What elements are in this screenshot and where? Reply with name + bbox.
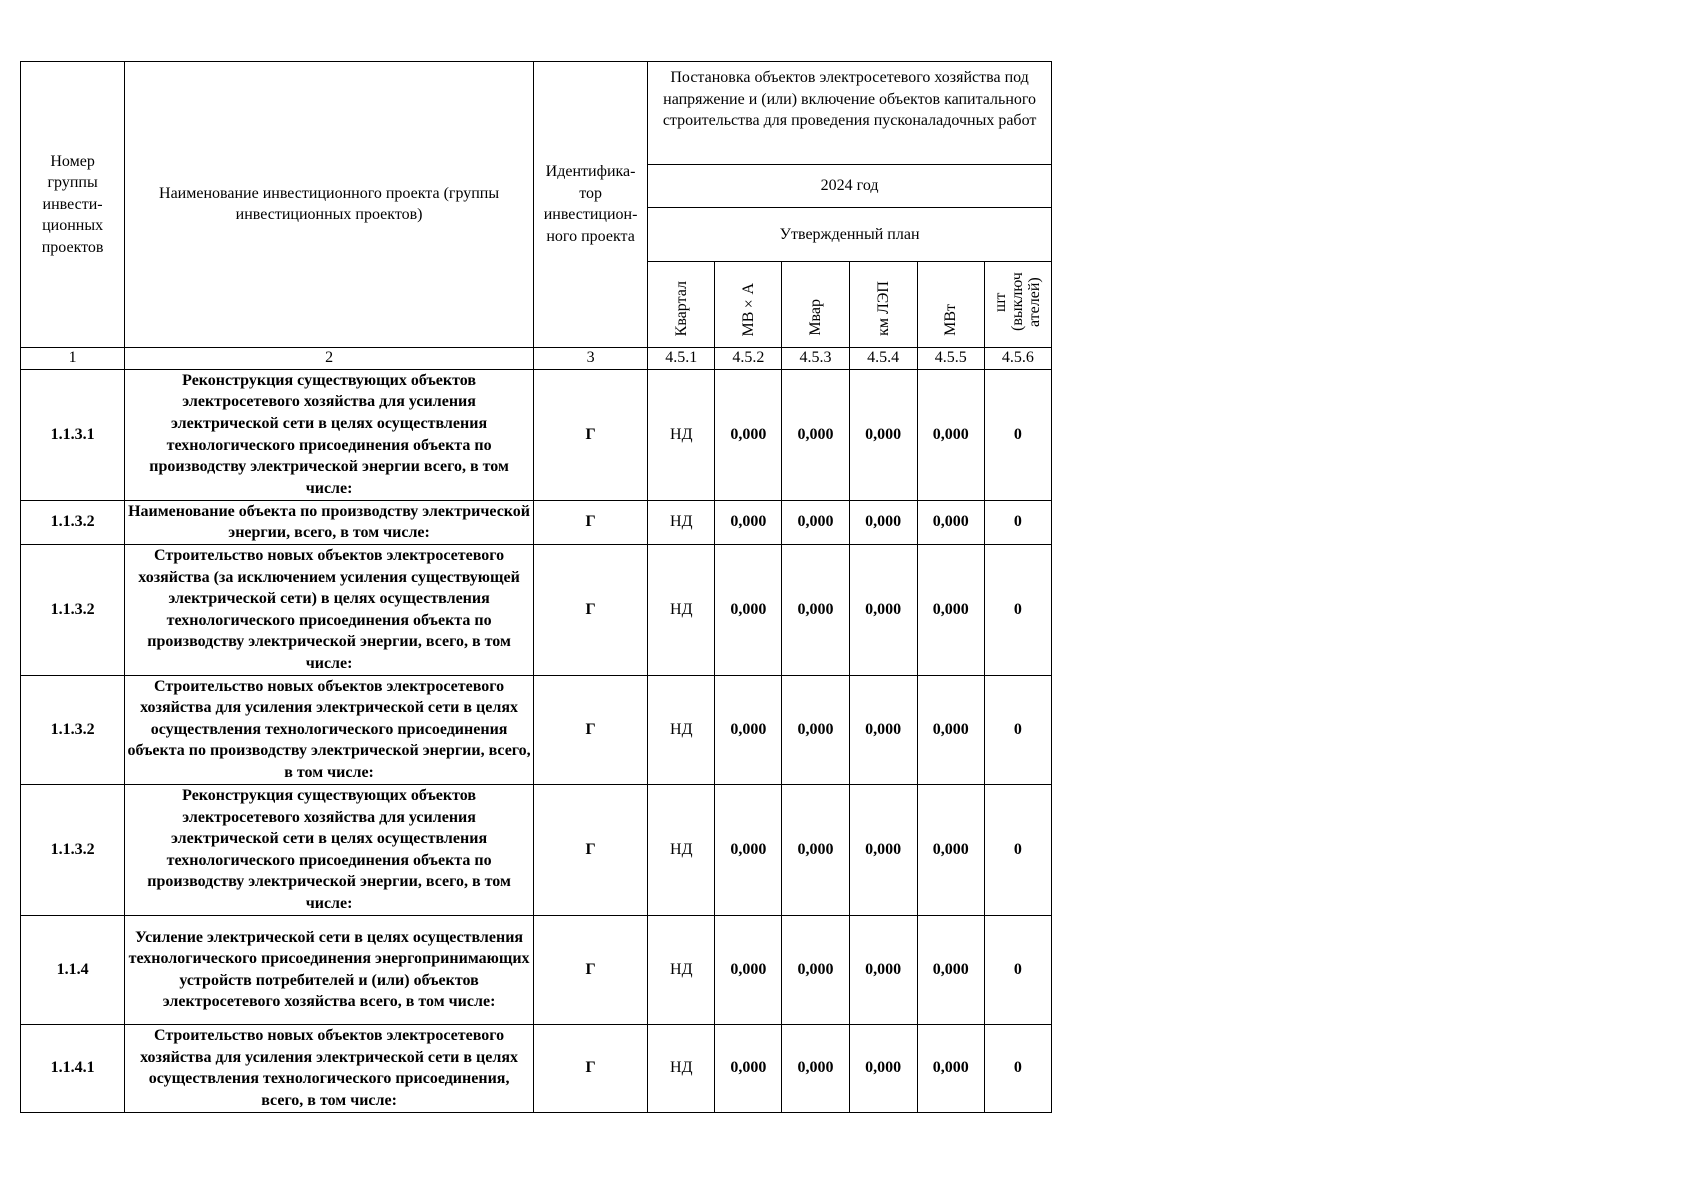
header-unit-quarter (648, 262, 715, 348)
row-km: 0,000 (849, 675, 917, 784)
row-code: 1.1.4 (21, 915, 125, 1024)
header-unit-mw (917, 262, 984, 348)
row-code: 1.1.3.2 (21, 675, 125, 784)
row-project-name: Строительство новых объектов электросетевого хозяйства для усиления электрической сети в целях осуществления технологического присоединения объекта по производству электрической энергии, всего, в том числе: (125, 675, 534, 784)
table-row (21, 1024, 1052, 1112)
row-code: 1.1.3.2 (21, 544, 125, 675)
row-pcs: 0 (984, 784, 1051, 915)
column-number: 3 (533, 347, 647, 369)
row-identifier: Г (533, 675, 647, 784)
header-unit-pcs (984, 262, 1051, 348)
table-row (21, 369, 1052, 500)
header-unit-km-label: км ЛЭП (874, 281, 892, 336)
row-quarter: НД (648, 544, 715, 675)
header-section-title: Постановка объектов электросетевого хозяйства под напряжение и (или) включение объектов капитального строительства для проведения пусконаладочных работ (648, 62, 1052, 165)
row-km: 0,000 (849, 369, 917, 500)
row-km: 0,000 (849, 500, 917, 544)
row-mw: 0,000 (917, 784, 984, 915)
header-year: 2024 год (648, 165, 1052, 208)
row-km: 0,000 (849, 784, 917, 915)
column-number: 4.5.1 (648, 347, 715, 369)
row-mva: 0,000 (715, 1024, 782, 1112)
table-row (21, 915, 1052, 1024)
header-unit-mvar-label: Мвар (807, 299, 824, 336)
row-mw: 0,000 (917, 369, 984, 500)
header-unit-mva (715, 262, 782, 348)
row-identifier: Г (533, 369, 647, 500)
row-km: 0,000 (849, 915, 917, 1024)
header-plan: Утвержденный план (648, 208, 1052, 262)
row-code: 1.1.3.2 (21, 500, 125, 544)
row-pcs: 0 (984, 675, 1051, 784)
row-identifier: Г (533, 915, 647, 1024)
row-code: 1.1.4.1 (21, 1024, 125, 1112)
row-project-name: Строительство новых объектов электросетевого хозяйства для усиления электрической сети в целях осуществления технологического присоединения, всего, в том числе: (125, 1024, 534, 1112)
row-pcs: 0 (984, 915, 1051, 1024)
column-number: 4.5.4 (849, 347, 917, 369)
row-pcs: 0 (984, 500, 1051, 544)
row-quarter: НД (648, 1024, 715, 1112)
header-project-name: Наименование инвестиционного проекта (группы инвестиционных проектов) (125, 62, 534, 348)
table-row (21, 500, 1052, 544)
row-mw: 0,000 (917, 675, 984, 784)
column-number-row (21, 347, 1052, 369)
investment-projects-table (20, 61, 1052, 1113)
row-quarter: НД (648, 784, 715, 915)
row-quarter: НД (648, 500, 715, 544)
row-identifier: Г (533, 784, 647, 915)
row-mvar: 0,000 (782, 784, 849, 915)
row-code: 1.1.3.1 (21, 369, 125, 500)
row-mw: 0,000 (917, 1024, 984, 1112)
row-quarter: НД (648, 675, 715, 784)
header-unit-pcs-label: шт (выключ ателей) (992, 272, 1044, 332)
header-group-number: Номер группы инвести-ционных проектов (21, 62, 125, 348)
column-number: 4.5.3 (782, 347, 849, 369)
header-unit-mva-label: МВ×А (739, 282, 757, 336)
row-mw: 0,000 (917, 544, 984, 675)
row-pcs: 0 (984, 369, 1051, 500)
column-number: 1 (21, 347, 125, 369)
row-quarter: НД (648, 915, 715, 1024)
row-project-name: Реконструкция существующих объектов электросетевого хозяйства для усиления электрической сети в целях осуществления технологического присоединения объекта по производству электрической энергии, всего, в том числе: (125, 784, 534, 915)
row-mva: 0,000 (715, 500, 782, 544)
row-mva: 0,000 (715, 675, 782, 784)
row-mvar: 0,000 (782, 915, 849, 1024)
row-mvar: 0,000 (782, 500, 849, 544)
row-mvar: 0,000 (782, 369, 849, 500)
header-unit-mvar (782, 262, 849, 348)
column-number: 4.5.2 (715, 347, 782, 369)
row-mva: 0,000 (715, 784, 782, 915)
row-mvar: 0,000 (782, 544, 849, 675)
row-pcs: 0 (984, 544, 1051, 675)
row-mvar: 0,000 (782, 1024, 849, 1112)
row-project-name: Реконструкция существующих объектов электросетевого хозяйства для усиления электрической сети в целях осуществления технологического присоединения объекта по производству электрической энергии всего, в том числе: (125, 369, 534, 500)
header-identifier: Идентифика-тор инвестицион-ного проекта (533, 62, 647, 348)
column-number: 4.5.6 (984, 347, 1051, 369)
row-km: 0,000 (849, 544, 917, 675)
row-project-name: Строительство новых объектов электросетевого хозяйства (за исключением усиления существующей электрической сети) в целях осуществления технологического присоединения объекта по производству электрической энергии, всего, в том числе: (125, 544, 534, 675)
column-number: 4.5.5 (917, 347, 984, 369)
row-km: 0,000 (849, 1024, 917, 1112)
row-mvar: 0,000 (782, 675, 849, 784)
row-project-name: Наименование объекта по производству электрической энергии, всего, в том числе: (125, 500, 534, 544)
table-row (21, 784, 1052, 915)
row-mva: 0,000 (715, 915, 782, 1024)
row-mva: 0,000 (715, 369, 782, 500)
column-number: 2 (125, 347, 534, 369)
row-mw: 0,000 (917, 915, 984, 1024)
table-row (21, 675, 1052, 784)
row-code: 1.1.3.2 (21, 784, 125, 915)
row-quarter: НД (648, 369, 715, 500)
header-unit-mw-label: МВт (942, 304, 960, 336)
row-mva: 0,000 (715, 544, 782, 675)
table-row (21, 544, 1052, 675)
row-mw: 0,000 (917, 500, 984, 544)
row-pcs: 0 (984, 1024, 1051, 1112)
header-unit-km (849, 262, 917, 348)
row-project-name: Усиление электрической сети в целях осуществления технологического присоединения энергопринимающих устройств потребителей и (или) объектов электросетевого хозяйства всего, в том числе: (125, 915, 534, 1024)
header-unit-quarter-label: Квартал (672, 280, 690, 336)
row-identifier: Г (533, 544, 647, 675)
row-identifier: Г (533, 500, 647, 544)
row-identifier: Г (533, 1024, 647, 1112)
